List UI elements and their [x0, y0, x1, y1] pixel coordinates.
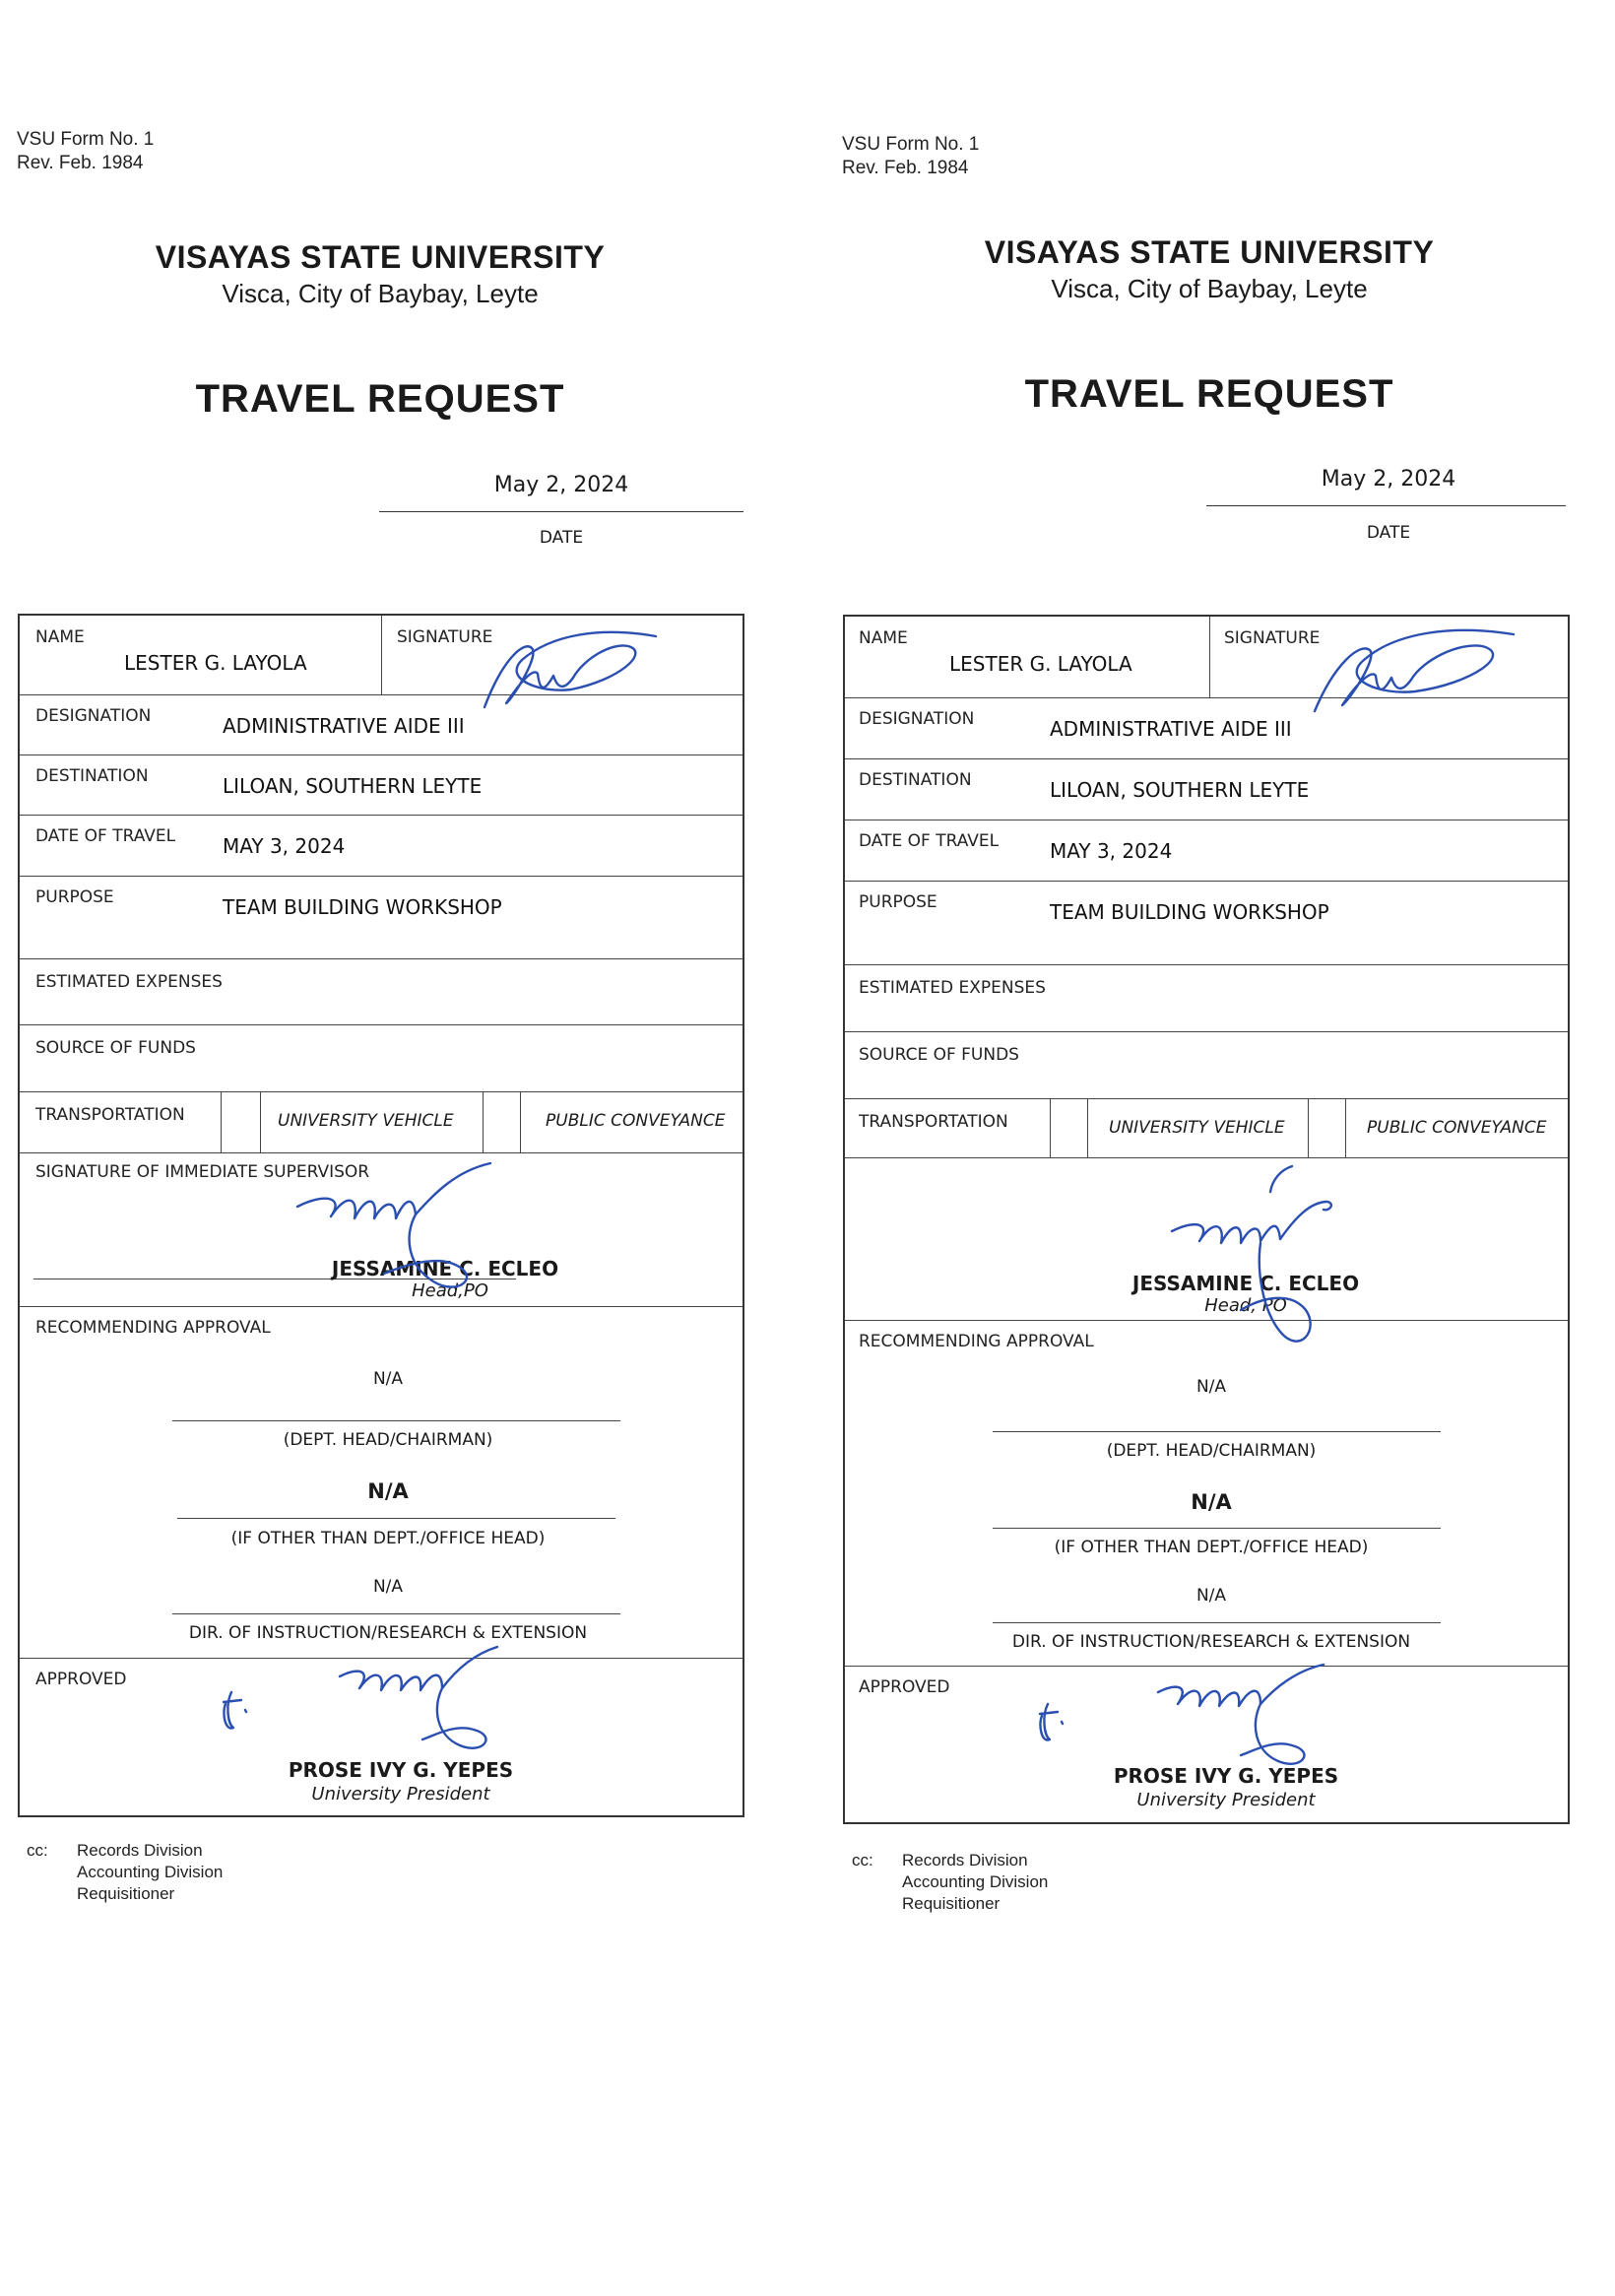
- estimated-expenses-row: [845, 964, 1568, 1032]
- cc-item: Accounting Division: [902, 1872, 1049, 1891]
- supervisor-title: Head, PO: [1204, 1295, 1287, 1316]
- cc-list: [852, 1850, 1049, 1913]
- other-head-label: (IF OTHER THAN DEPT./OFFICE HEAD): [230, 1529, 546, 1548]
- dept-head-value: N/A: [372, 1369, 404, 1389]
- supervisor-name: JESSAMINE C. ECLEO: [331, 1257, 559, 1280]
- supervisor-title: Head,PO: [412, 1280, 488, 1301]
- destination-label: DESTINATION: [35, 766, 149, 786]
- approver-title: University President: [311, 1784, 490, 1804]
- source-of-funds-row: [20, 1024, 743, 1092]
- director-value: N/A: [1195, 1586, 1227, 1606]
- approved-label: APPROVED: [859, 1677, 950, 1697]
- estimated-expenses-label: ESTIMATED EXPENSES: [35, 972, 223, 992]
- cc-item: Accounting Division: [77, 1863, 224, 1881]
- source-of-funds-label: SOURCE OF FUNDS: [859, 1045, 1019, 1065]
- designation-value: ADMINISTRATIVE AIDE III: [1050, 717, 1292, 741]
- name-label: NAME: [35, 627, 85, 647]
- director-line: [172, 1613, 620, 1614]
- director-label: DIR. OF INSTRUCTION/RESEARCH & EXTENSION: [1011, 1632, 1411, 1652]
- recommending-label: RECOMMENDING APPROVAL: [35, 1318, 271, 1338]
- cc-label: cc:: [852, 1851, 873, 1870]
- date-value: May 2, 2024: [1321, 467, 1456, 492]
- transport-divider-3: [1308, 1098, 1309, 1157]
- cc-item: Records Division: [77, 1841, 203, 1860]
- destination-row: [20, 754, 743, 816]
- approver-title: University President: [1136, 1790, 1316, 1810]
- form-rev-text: Rev. Feb. 1984: [17, 153, 144, 173]
- recommending-label: RECOMMENDING APPROVAL: [859, 1332, 1094, 1351]
- dept-head-line: [172, 1420, 620, 1421]
- other-head-value: N/A: [1191, 1490, 1232, 1514]
- transport-divider-2: [1087, 1098, 1088, 1157]
- estimated-expenses-row: [20, 958, 743, 1025]
- date-of-travel-label: DATE OF TRAVEL: [35, 826, 176, 846]
- cc-item: Requisitioner: [902, 1894, 1001, 1913]
- transportation-label: TRANSPORTATION: [35, 1105, 185, 1125]
- document-title: TRAVEL REQUEST: [195, 377, 565, 421]
- form-number: [842, 133, 979, 180]
- other-head-value: N/A: [367, 1479, 409, 1503]
- date-underline: [379, 511, 743, 512]
- dept-head-line: [993, 1431, 1441, 1432]
- dept-head-value: N/A: [1195, 1377, 1227, 1397]
- destination-value: LILOAN, SOUTHERN LEYTE: [223, 774, 483, 798]
- destination-value: LILOAN, SOUTHERN LEYTE: [1050, 778, 1310, 802]
- supervisor-signature: [286, 1157, 512, 1315]
- transport-divider-3: [483, 1091, 484, 1152]
- public-conveyance-option: PUBLIC CONVEYANCE: [1367, 1118, 1547, 1138]
- transport-divider-1: [1050, 1098, 1051, 1157]
- transport-divider-1: [221, 1091, 222, 1152]
- university-vehicle-option: UNIVERSITY VEHICLE: [278, 1111, 454, 1131]
- name-value: LESTER G. LAYOLA: [124, 651, 307, 675]
- director-line: [993, 1622, 1441, 1623]
- director-value: N/A: [372, 1577, 404, 1597]
- recommending-row: [20, 1306, 743, 1659]
- university-name: VISAYAS STATE UNIVERSITY: [984, 234, 1435, 270]
- cc-item: Records Division: [902, 1851, 1028, 1870]
- travel-request-copy-2: [827, 0, 1615, 2296]
- president-signature: [1024, 1665, 1339, 1783]
- form-no-text: VSU Form No. 1: [842, 134, 980, 155]
- president-signature: [212, 1645, 507, 1763]
- signature-label: SIGNATURE: [1224, 628, 1321, 648]
- date-underline: [1206, 505, 1566, 506]
- form-rev-text: Rev. Feb. 1984: [842, 158, 969, 178]
- approver-name: PROSE IVY G. YEPES: [1113, 1764, 1339, 1788]
- estimated-expenses-label: ESTIMATED EXPENSES: [859, 978, 1046, 998]
- name-signature-divider: [1209, 617, 1210, 697]
- director-label: DIR. OF INSTRUCTION/RESEARCH & EXTENSION: [188, 1623, 588, 1643]
- date-of-travel-row: [845, 820, 1568, 882]
- transportation-label: TRANSPORTATION: [859, 1112, 1008, 1132]
- destination-label: DESTINATION: [859, 770, 972, 790]
- designation-value: ADMINISTRATIVE AIDE III: [223, 714, 465, 738]
- requester-signature: [1285, 621, 1531, 729]
- form-number: [17, 128, 154, 175]
- purpose-label: PURPOSE: [35, 887, 114, 907]
- date-of-travel-label: DATE OF TRAVEL: [859, 831, 1000, 851]
- signature-label: SIGNATURE: [397, 627, 493, 647]
- purpose-value: TEAM BUILDING WORKSHOP: [223, 895, 502, 919]
- designation-label: DESIGNATION: [859, 709, 975, 729]
- document-title: TRAVEL REQUEST: [1024, 372, 1394, 416]
- date-of-travel-value: MAY 3, 2024: [223, 834, 346, 858]
- transport-divider-2: [260, 1091, 261, 1152]
- university-vehicle-option: UNIVERSITY VEHICLE: [1109, 1118, 1285, 1138]
- approved-label: APPROVED: [35, 1670, 127, 1689]
- dept-head-label: (DEPT. HEAD/CHAIRMAN): [283, 1430, 493, 1450]
- supervisor-label: SIGNATURE OF IMMEDIATE SUPERVISOR: [35, 1162, 370, 1182]
- transportation-row: [845, 1098, 1568, 1158]
- cc-label: cc:: [27, 1841, 48, 1860]
- university-name: VISAYAS STATE UNIVERSITY: [155, 239, 606, 275]
- supervisor-signature: [1162, 1162, 1339, 1379]
- date-label: DATE: [1366, 523, 1411, 543]
- form-no-text: VSU Form No. 1: [17, 129, 155, 150]
- requester-signature: [463, 621, 660, 729]
- source-of-funds-row: [845, 1031, 1568, 1099]
- purpose-row: [20, 876, 743, 959]
- source-of-funds-label: SOURCE OF FUNDS: [35, 1038, 196, 1058]
- designation-label: DESIGNATION: [35, 706, 152, 726]
- supervisor-name: JESSAMINE C. ECLEO: [1131, 1272, 1360, 1295]
- cc-item: Requisitioner: [77, 1884, 175, 1903]
- date-value: May 2, 2024: [493, 473, 629, 497]
- university-address: Visca, City of Baybay, Leyte: [222, 279, 539, 308]
- other-head-line: [177, 1518, 615, 1519]
- date-of-travel-row: [20, 815, 743, 877]
- transport-divider-4: [520, 1091, 521, 1152]
- date-of-travel-value: MAY 3, 2024: [1050, 839, 1173, 863]
- other-head-label: (IF OTHER THAN DEPT./OFFICE HEAD): [1054, 1538, 1369, 1557]
- public-conveyance-option: PUBLIC CONVEYANCE: [546, 1111, 726, 1131]
- purpose-value: TEAM BUILDING WORKSHOP: [1050, 900, 1329, 924]
- university-address: Visca, City of Baybay, Leyte: [1051, 274, 1368, 303]
- cc-list: [27, 1840, 224, 1903]
- transportation-row: [20, 1091, 743, 1153]
- approver-name: PROSE IVY G. YEPES: [288, 1758, 514, 1782]
- name-label: NAME: [859, 628, 908, 648]
- date-label: DATE: [539, 528, 584, 548]
- other-head-line: [993, 1528, 1441, 1529]
- transport-divider-4: [1345, 1098, 1346, 1157]
- name-signature-divider: [381, 616, 382, 694]
- name-value: LESTER G. LAYOLA: [949, 652, 1132, 676]
- dept-head-label: (DEPT. HEAD/CHAIRMAN): [1106, 1441, 1317, 1461]
- purpose-row: [845, 881, 1568, 965]
- destination-row: [845, 758, 1568, 820]
- purpose-label: PURPOSE: [859, 892, 937, 912]
